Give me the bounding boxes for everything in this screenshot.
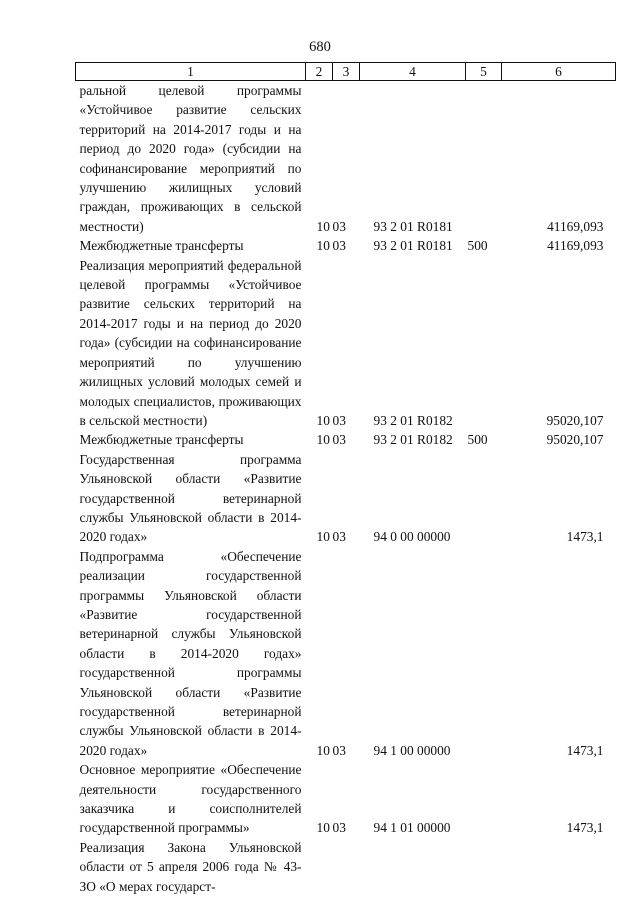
column-number-row [76, 63, 616, 81]
table-row [76, 256, 616, 431]
column-header: 3 [333, 63, 360, 81]
row-expense-type [466, 256, 502, 431]
row-name: Реализация Закона Ульяновской области от 5 апреля 2006 года № 43-ЗО «О мерах государст- [79, 839, 302, 894]
row-amount: 95020,107 [546, 432, 604, 448]
table-row [76, 450, 616, 547]
row-subsection: 03 [332, 412, 346, 428]
row-name: Межбюджетные трансферты [79, 238, 244, 254]
row-target-code: 94 1 00 00000 [373, 742, 451, 758]
row-expense-type [466, 450, 502, 547]
row-target-code: 94 0 00 00000 [373, 529, 451, 545]
row-section: 10 [316, 432, 330, 448]
row-section: 10 [316, 820, 330, 836]
row-amount: 1473,1 [566, 742, 604, 758]
row-target-code [360, 838, 466, 896]
row-name: Реализация мероприятий федеральной целевой программы «Устойчивое развитие сельских территорий на 2014-2017 годы и на период до 2020 года» (субсидии на софинансирование мероприятий по улучшению жилищных условий молодых семей и молодых специалистов, проживающих в сельской местности) [79, 257, 302, 428]
row-expense-type [466, 838, 502, 896]
column-header: 5 [466, 63, 502, 81]
budget-table [75, 62, 616, 896]
row-target-code: 93 2 01 R0182 [373, 412, 453, 428]
table-row [76, 547, 616, 760]
row-name: Подпрограмма «Обеспечение реализации государственной программы Ульяновской области «Развитие государственной ветеринарной службы Ульяновской области в 2014-2020 годах» государственной программы Ульяновской области «Развитие государственной ветеринарной службы Ульяновской области в 2014-2020 годах» [79, 548, 302, 758]
table-row [76, 760, 616, 838]
table-row [76, 838, 616, 896]
column-header: 1 [76, 63, 306, 81]
page-number: 680 [309, 39, 331, 55]
row-name: Межбюджетные трансферты [79, 432, 244, 448]
row-section [306, 838, 333, 896]
row-target-code: 93 2 01 R0181 [373, 218, 453, 234]
row-name: Основное мероприятие «Обеспечение деятельности государственного заказчика и соисполнителей государственной программы» [79, 762, 302, 836]
row-target-code: 93 2 01 R0181 [373, 238, 453, 254]
column-header: 4 [360, 63, 466, 81]
row-name: ральной целевой программы «Устойчивое развитие сельских территорий на 2014-2017 годы и на период до 2020 года» (субсидии на софинансирование мероприятий по улучшению жилищных условий граждан, проживающих в сельской местности) [79, 83, 302, 234]
row-amount: 41169,093 [547, 218, 604, 234]
row-amount: 95020,107 [546, 412, 604, 428]
row-expense-type [466, 81, 502, 237]
row-section: 10 [316, 529, 330, 545]
row-target-code: 94 1 01 00000 [373, 820, 451, 836]
table-row [76, 81, 616, 237]
row-subsection [333, 838, 360, 896]
row-section: 10 [316, 742, 330, 758]
row-expense-type: 500 [467, 238, 488, 254]
row-amount: 41169,093 [547, 238, 604, 254]
row-subsection: 03 [332, 820, 346, 836]
row-subsection: 03 [332, 238, 346, 254]
table-row [76, 236, 616, 255]
row-amount: 1473,1 [566, 820, 604, 836]
row-subsection: 03 [332, 529, 346, 545]
row-amount [502, 838, 616, 896]
row-expense-type [466, 547, 502, 760]
row-section: 10 [316, 218, 330, 234]
row-section: 10 [316, 412, 330, 428]
row-amount: 1473,1 [566, 529, 604, 545]
column-header: 6 [502, 63, 616, 81]
row-target-code: 93 2 01 R0182 [373, 432, 453, 448]
row-subsection: 03 [332, 742, 346, 758]
row-name: Государственная программа Ульяновской области «Развитие государственной ветеринарной службы Ульяновской области в 2014-2020 годах» [79, 451, 302, 545]
row-subsection: 03 [332, 218, 346, 234]
row-expense-type: 500 [467, 432, 488, 448]
row-expense-type [466, 760, 502, 838]
column-header: 2 [306, 63, 333, 81]
table-row [76, 430, 616, 449]
row-section: 10 [316, 238, 330, 254]
row-subsection: 03 [332, 432, 346, 448]
